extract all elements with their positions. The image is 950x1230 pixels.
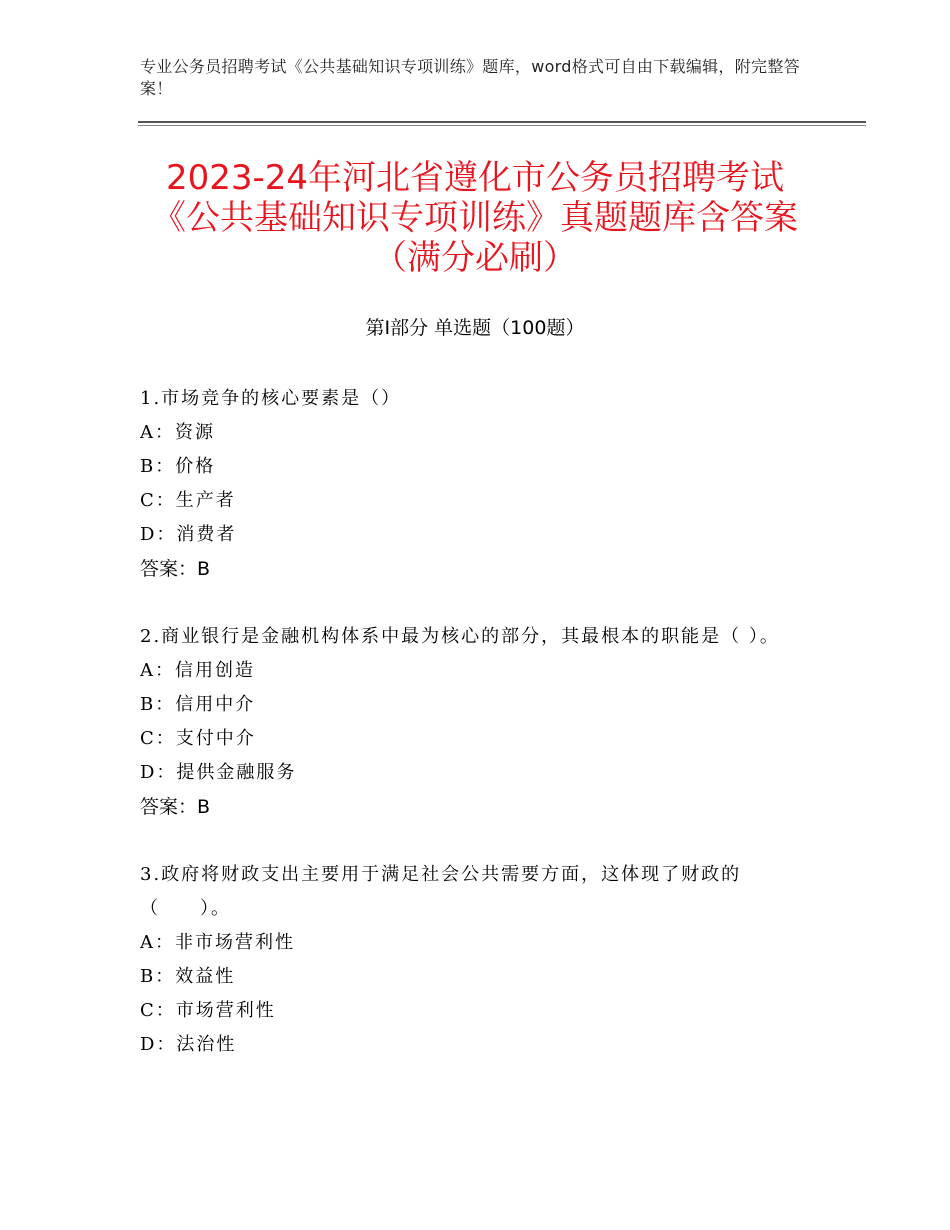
option-d: D：提供金融服务 (140, 762, 297, 783)
question-1 (140, 382, 820, 586)
header-divider-thin (138, 125, 866, 126)
title-line-3: （满分必刷） (373, 238, 577, 278)
option-b: B：效益性 (140, 966, 236, 987)
option-c: C：支付中介 (140, 728, 256, 749)
option-c: C：市场营利性 (140, 1000, 276, 1021)
document-title (80, 158, 870, 278)
question-stem: 3.政府将财政支出主要用于满足社会公共需要方面，这体现了财政的（ ）。 (140, 864, 742, 919)
option-c: C：生产者 (140, 490, 236, 511)
question-3 (140, 858, 820, 1062)
answer: 答案：B (140, 558, 211, 580)
title-line-1: 2023-24年河北省遵化市公务员招聘考试 (165, 158, 785, 198)
section-title: 第Ⅰ部分 单选题（100题） (365, 317, 585, 339)
question-2 (140, 620, 820, 824)
question-stem: 1.市场竞争的核心要素是（） (140, 388, 402, 409)
header-divider (138, 121, 866, 123)
option-d: D：消费者 (140, 524, 237, 545)
answer: 答案：B (140, 796, 211, 818)
option-a: A：信用创造 (140, 660, 255, 681)
option-d: D：法治性 (140, 1034, 237, 1055)
option-a: A：资源 (140, 422, 215, 443)
option-b: B：信用中介 (140, 694, 256, 715)
header-note: 专业公务员招聘考试《公共基础知识专项训练》题库，word格式可自由下载编辑，附完整答案！ (140, 57, 800, 98)
question-stem: 2.商业银行是金融机构体系中最为核心的部分，其最根本的职能是（ ）。 (140, 626, 780, 647)
question-list (140, 382, 820, 1096)
option-a: A：非市场营利性 (140, 932, 295, 953)
option-b: B：价格 (140, 456, 216, 477)
title-line-2: 《公共基础知识专项训练》真题题库含答案 (152, 198, 798, 238)
